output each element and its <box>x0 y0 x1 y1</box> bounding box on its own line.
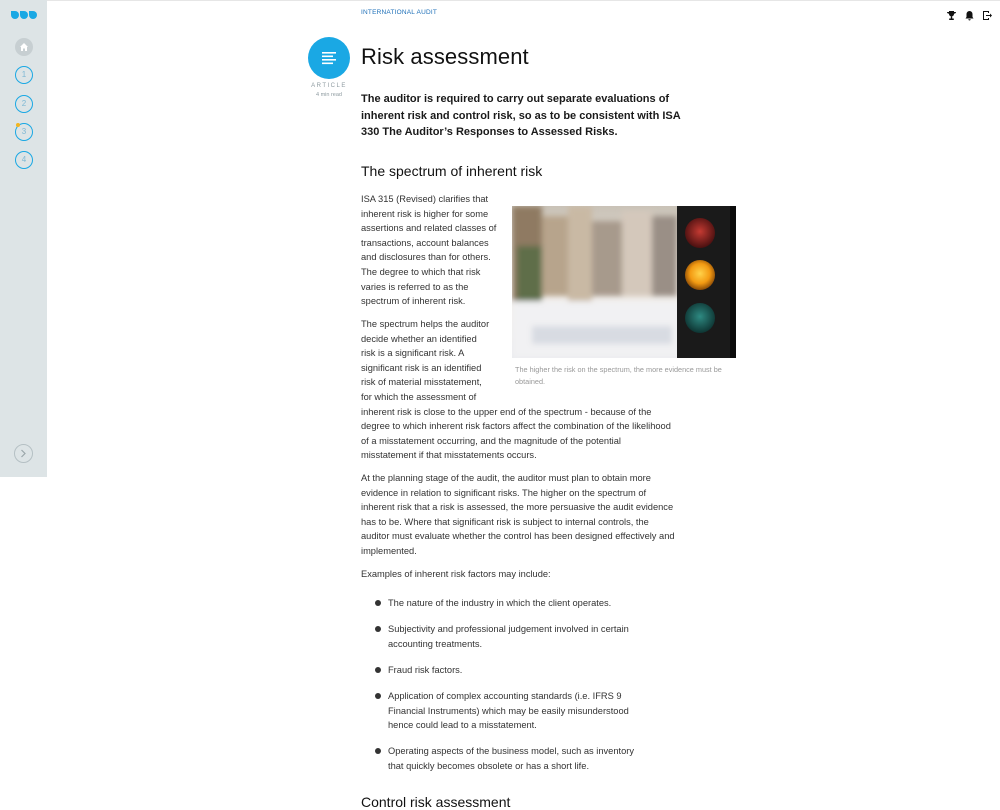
text-line: transactions, account balances <box>361 237 489 248</box>
step-1-button[interactable] <box>15 66 33 84</box>
text-line: decide whether an identified <box>361 333 477 344</box>
left-rail <box>0 0 47 477</box>
step-number: 3 <box>21 127 27 136</box>
text-line: Financial Instruments) which may be easily misunderstood <box>388 705 629 716</box>
text-line: The degree to which that risk <box>361 266 481 277</box>
text-line: that quickly becomes obsolete or has a short life. <box>388 760 590 771</box>
text-line: inherent risk that a risk is assessed, the more persuasive the audit evidence <box>361 502 674 513</box>
paragraph-3 <box>361 471 675 559</box>
text-line: misstatement if that misstatements occurs. <box>361 450 537 461</box>
article-badge <box>308 37 350 79</box>
text-line: Operating aspects of the business model, such as inventory <box>388 746 634 756</box>
text-line: of a misstatement occurring, and the magnitude of the potential <box>361 435 621 446</box>
text-line: for which the assessment of <box>361 391 477 402</box>
top-border <box>0 0 1000 1</box>
trophy-icon[interactable] <box>946 8 957 19</box>
current-step-indicator <box>16 123 20 127</box>
bullet-icon <box>375 600 381 606</box>
text-line: risk is a significant risk. A <box>361 348 465 359</box>
text-line: significant risk is an identified <box>361 362 482 373</box>
logout-icon[interactable] <box>982 8 993 19</box>
text-line: accounting treatments. <box>388 638 483 649</box>
text-line: spectrum of inherent risk. <box>361 296 466 307</box>
bell-icon[interactable] <box>964 8 975 19</box>
text-line: implemented. <box>361 545 417 556</box>
content-type-label: ARTICLE <box>311 83 347 89</box>
step-number: 1 <box>21 70 27 79</box>
bullet-icon <box>375 748 381 754</box>
text-line: evidence in relation to significant risks. The higher on the spectrum of <box>361 487 647 498</box>
section-heading-spectrum: The spectrum of inherent risk <box>361 163 543 179</box>
section-heading-control-risk: Control risk assessment <box>361 794 511 810</box>
text-line: degree to which inherent risk factors affect the combination of the likelihood <box>361 421 671 432</box>
text-line: risk of material misstatement, <box>361 377 482 388</box>
read-time: 4 min read <box>316 92 342 98</box>
list-item <box>375 596 658 611</box>
image-caption: The higher the risk on the spectrum, the more evidence must be obtained. <box>515 365 722 386</box>
text-line: varies is referred to as the <box>361 281 469 292</box>
step-3-button[interactable] <box>15 123 33 141</box>
text-line: inherent risk is higher for some <box>361 208 489 219</box>
home-button[interactable] <box>15 38 33 56</box>
bullet-icon <box>375 693 381 699</box>
text-line: inherent risk is close to the upper end of the spectrum - because of the <box>361 406 652 417</box>
step-2-button[interactable] <box>15 95 33 113</box>
text-line: assertions and related classes of <box>361 223 497 234</box>
text-line: Fraud risk factors. <box>388 665 463 675</box>
breadcrumb[interactable]: INTERNATIONAL AUDIT <box>361 9 438 16</box>
step-number: 4 <box>21 155 27 164</box>
step-number: 2 <box>21 99 27 108</box>
text-line: has to be. Where that significant risk is subject to internal controls, the <box>361 516 649 527</box>
page-title: Risk assessment <box>361 44 529 69</box>
paragraph-1 <box>361 192 496 309</box>
brand-logo[interactable] <box>11 11 37 20</box>
list-item <box>375 622 658 651</box>
text-line: At the planning stage of the audit, the auditor must plan to obtain more <box>361 473 651 483</box>
list-item <box>375 744 658 773</box>
top-right-actions <box>946 8 993 19</box>
expand-rail-button[interactable] <box>14 444 33 463</box>
lead-paragraph: The auditor is required to carry out separate evaluations of inherent risk and control risk, so as to be consistent with ISA 330 The Auditor’s Responses to Assessed Risks. <box>361 93 681 138</box>
text-line: auditor must evaluate whether the control has been designed effectively and <box>361 531 675 542</box>
article-icon <box>321 50 337 66</box>
text-line: Application of complex accounting standards (i.e. IFRS 9 <box>388 691 622 701</box>
text-line: and disclosures than for others. <box>361 252 491 263</box>
list-item <box>375 689 658 733</box>
traffic-light-image <box>512 206 736 358</box>
paragraph-4: Examples of inherent risk factors may include: <box>361 569 551 579</box>
bullet-icon <box>375 626 381 632</box>
text-line: The spectrum helps the auditor <box>361 319 490 329</box>
text-line: The nature of the industry in which the client operates. <box>388 598 612 608</box>
step-4-button[interactable] <box>15 151 33 169</box>
bullet-icon <box>375 667 381 673</box>
chevron-right-icon <box>20 449 27 458</box>
home-icon <box>19 42 29 52</box>
text-line: Subjectivity and professional judgement involved in certain <box>388 624 629 634</box>
traffic-light-illustration <box>512 206 736 358</box>
text-line: ISA 315 (Revised) clarifies that <box>361 194 489 204</box>
list-item <box>375 663 658 678</box>
text-line: hence could lead to a misstatement. <box>388 720 537 731</box>
